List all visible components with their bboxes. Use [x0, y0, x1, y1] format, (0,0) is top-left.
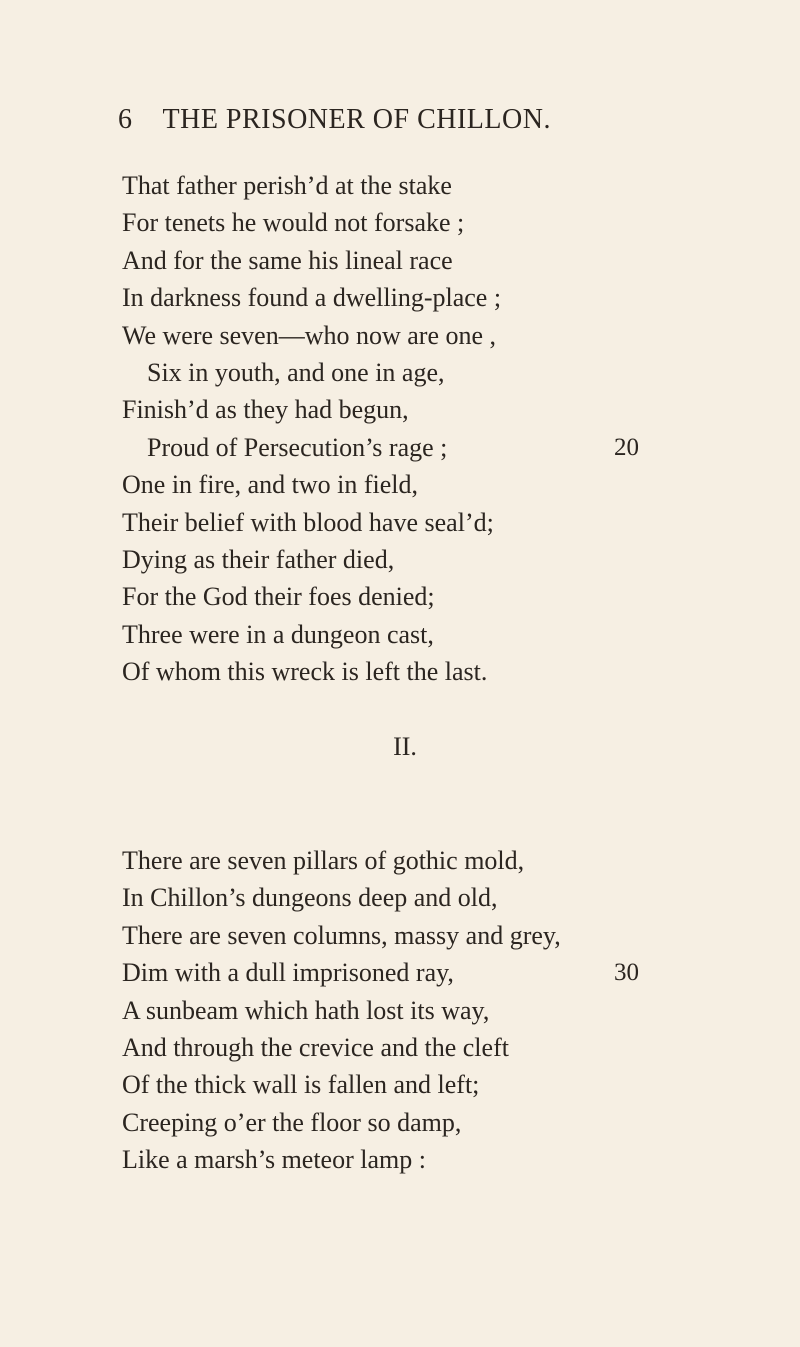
- verse-line: In Chillon’s dungeons deep and old,: [122, 883, 498, 913]
- stanza-2: [0, 842, 800, 1179]
- verse-line: Dim with a dull imprisoned ray, 30: [0, 954, 800, 991]
- verse-line: We were seven—who now are one ,: [122, 320, 497, 350]
- verse-line: And for the same his lineal race: [122, 245, 453, 275]
- section-heading: II.: [393, 732, 417, 761]
- stanza-1: [0, 167, 800, 690]
- verse-line: And through the crevice and the cleft: [122, 1032, 509, 1062]
- verse-line: In darkness found a dwelling-place ;: [122, 283, 502, 313]
- verse-line: That father perish’d at the stake: [122, 171, 452, 200]
- verse-line: There are seven pillars of gothic mold,: [122, 846, 525, 875]
- verse-line: Creeping o’er the floor so damp,: [122, 1107, 462, 1137]
- verse-line: Six in youth, and one in age,: [147, 357, 445, 387]
- verse-line: Finish’d as they had begun,: [122, 395, 409, 425]
- verse-line: Of the thick wall is fallen and left;: [122, 1070, 480, 1100]
- verse-line: Of whom this wreck is left the last.: [122, 657, 488, 687]
- verse-line: Three were in a dungeon cast,: [122, 619, 434, 649]
- verse-line: A sunbeam which hath lost its way,: [122, 995, 490, 1025]
- verse-line: There are seven columns, massy and grey,: [122, 920, 561, 950]
- verse-line: One in fire, and two in field,: [122, 470, 419, 500]
- line-number: 20: [614, 433, 639, 461]
- page-number: 6: [118, 104, 133, 135]
- running-title: THE PRISONER OF CHILLON.: [162, 104, 551, 135]
- verse-line: For tenets he would not forsake ;: [122, 208, 465, 238]
- verse-line: Their belief with blood have seal’d;: [122, 507, 494, 537]
- verse-line: Like a marsh’s meteor lamp :: [122, 1145, 426, 1175]
- verse-line: Dying as their father died,: [122, 544, 395, 574]
- line-number: 30: [614, 959, 639, 987]
- verse-line: Proud of Persecution’s rage ; 20: [0, 429, 800, 466]
- running-header: [118, 104, 551, 136]
- verse-line: For the God their foes denied;: [122, 582, 435, 612]
